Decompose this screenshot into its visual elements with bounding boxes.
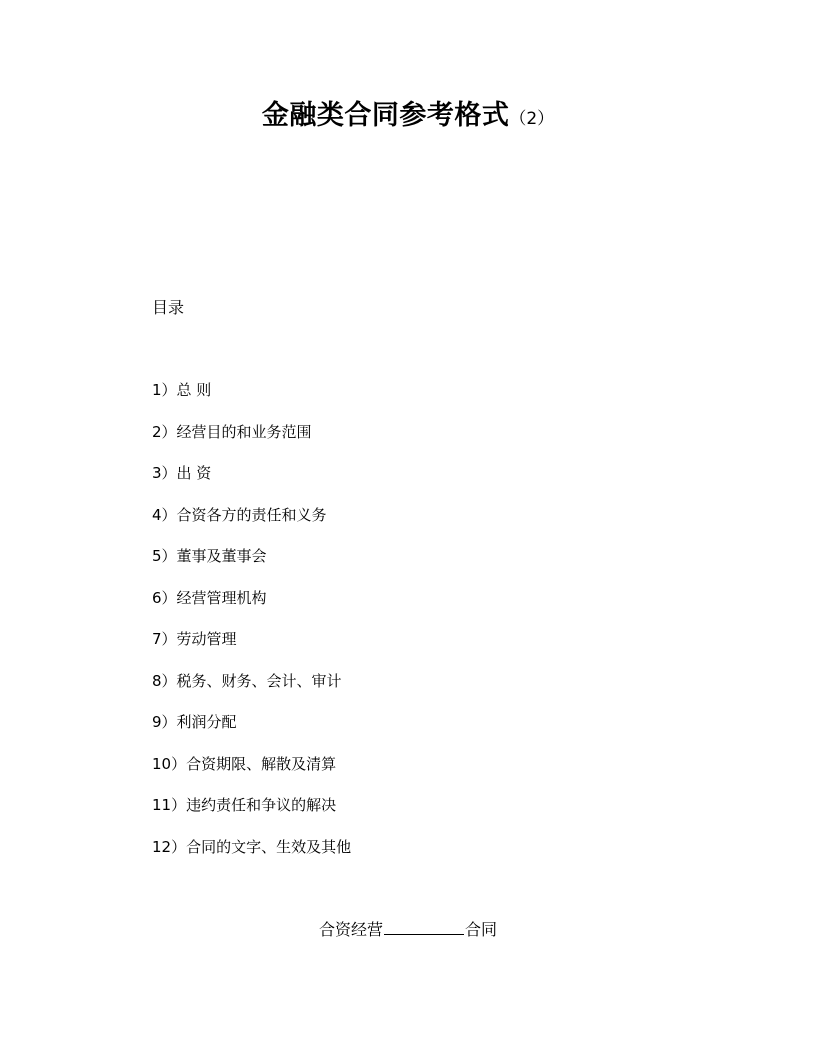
toc-item: 2）经营目的和业务范围 [152,422,312,441]
document-title [0,98,816,137]
toc-item: 9）利润分配 [152,713,237,731]
toc-item: 7）劳动管理 [152,630,237,648]
toc-item: 5）董事及董事会 [152,547,267,565]
document-title-suffix: （2） [509,109,555,129]
contract-name-line [0,918,816,942]
toc-item: 11）违约责任和争议的解决 [152,796,337,814]
toc-item: 3）出 资 [152,464,212,482]
contract-suffix: 合同 [465,920,498,939]
toc-item: 6）经营管理机构 [152,588,267,607]
toc-item: 12）合同的文字、生效及其他 [152,837,352,856]
toc-heading: 目录 [152,298,185,317]
toc-item: 10）合资期限、解散及清算 [152,754,337,773]
toc-item: 8）税务、财务、会计、审计 [152,671,342,690]
toc-list [152,379,351,877]
toc-item: 4）合资各方的责任和义务 [152,505,327,524]
contract-prefix: 合资经营 [318,920,383,939]
document-title-main: 金融类合同参考格式 [261,100,510,131]
contract-name-blank [384,918,464,935]
toc-item: 1）总 则 [152,381,212,399]
